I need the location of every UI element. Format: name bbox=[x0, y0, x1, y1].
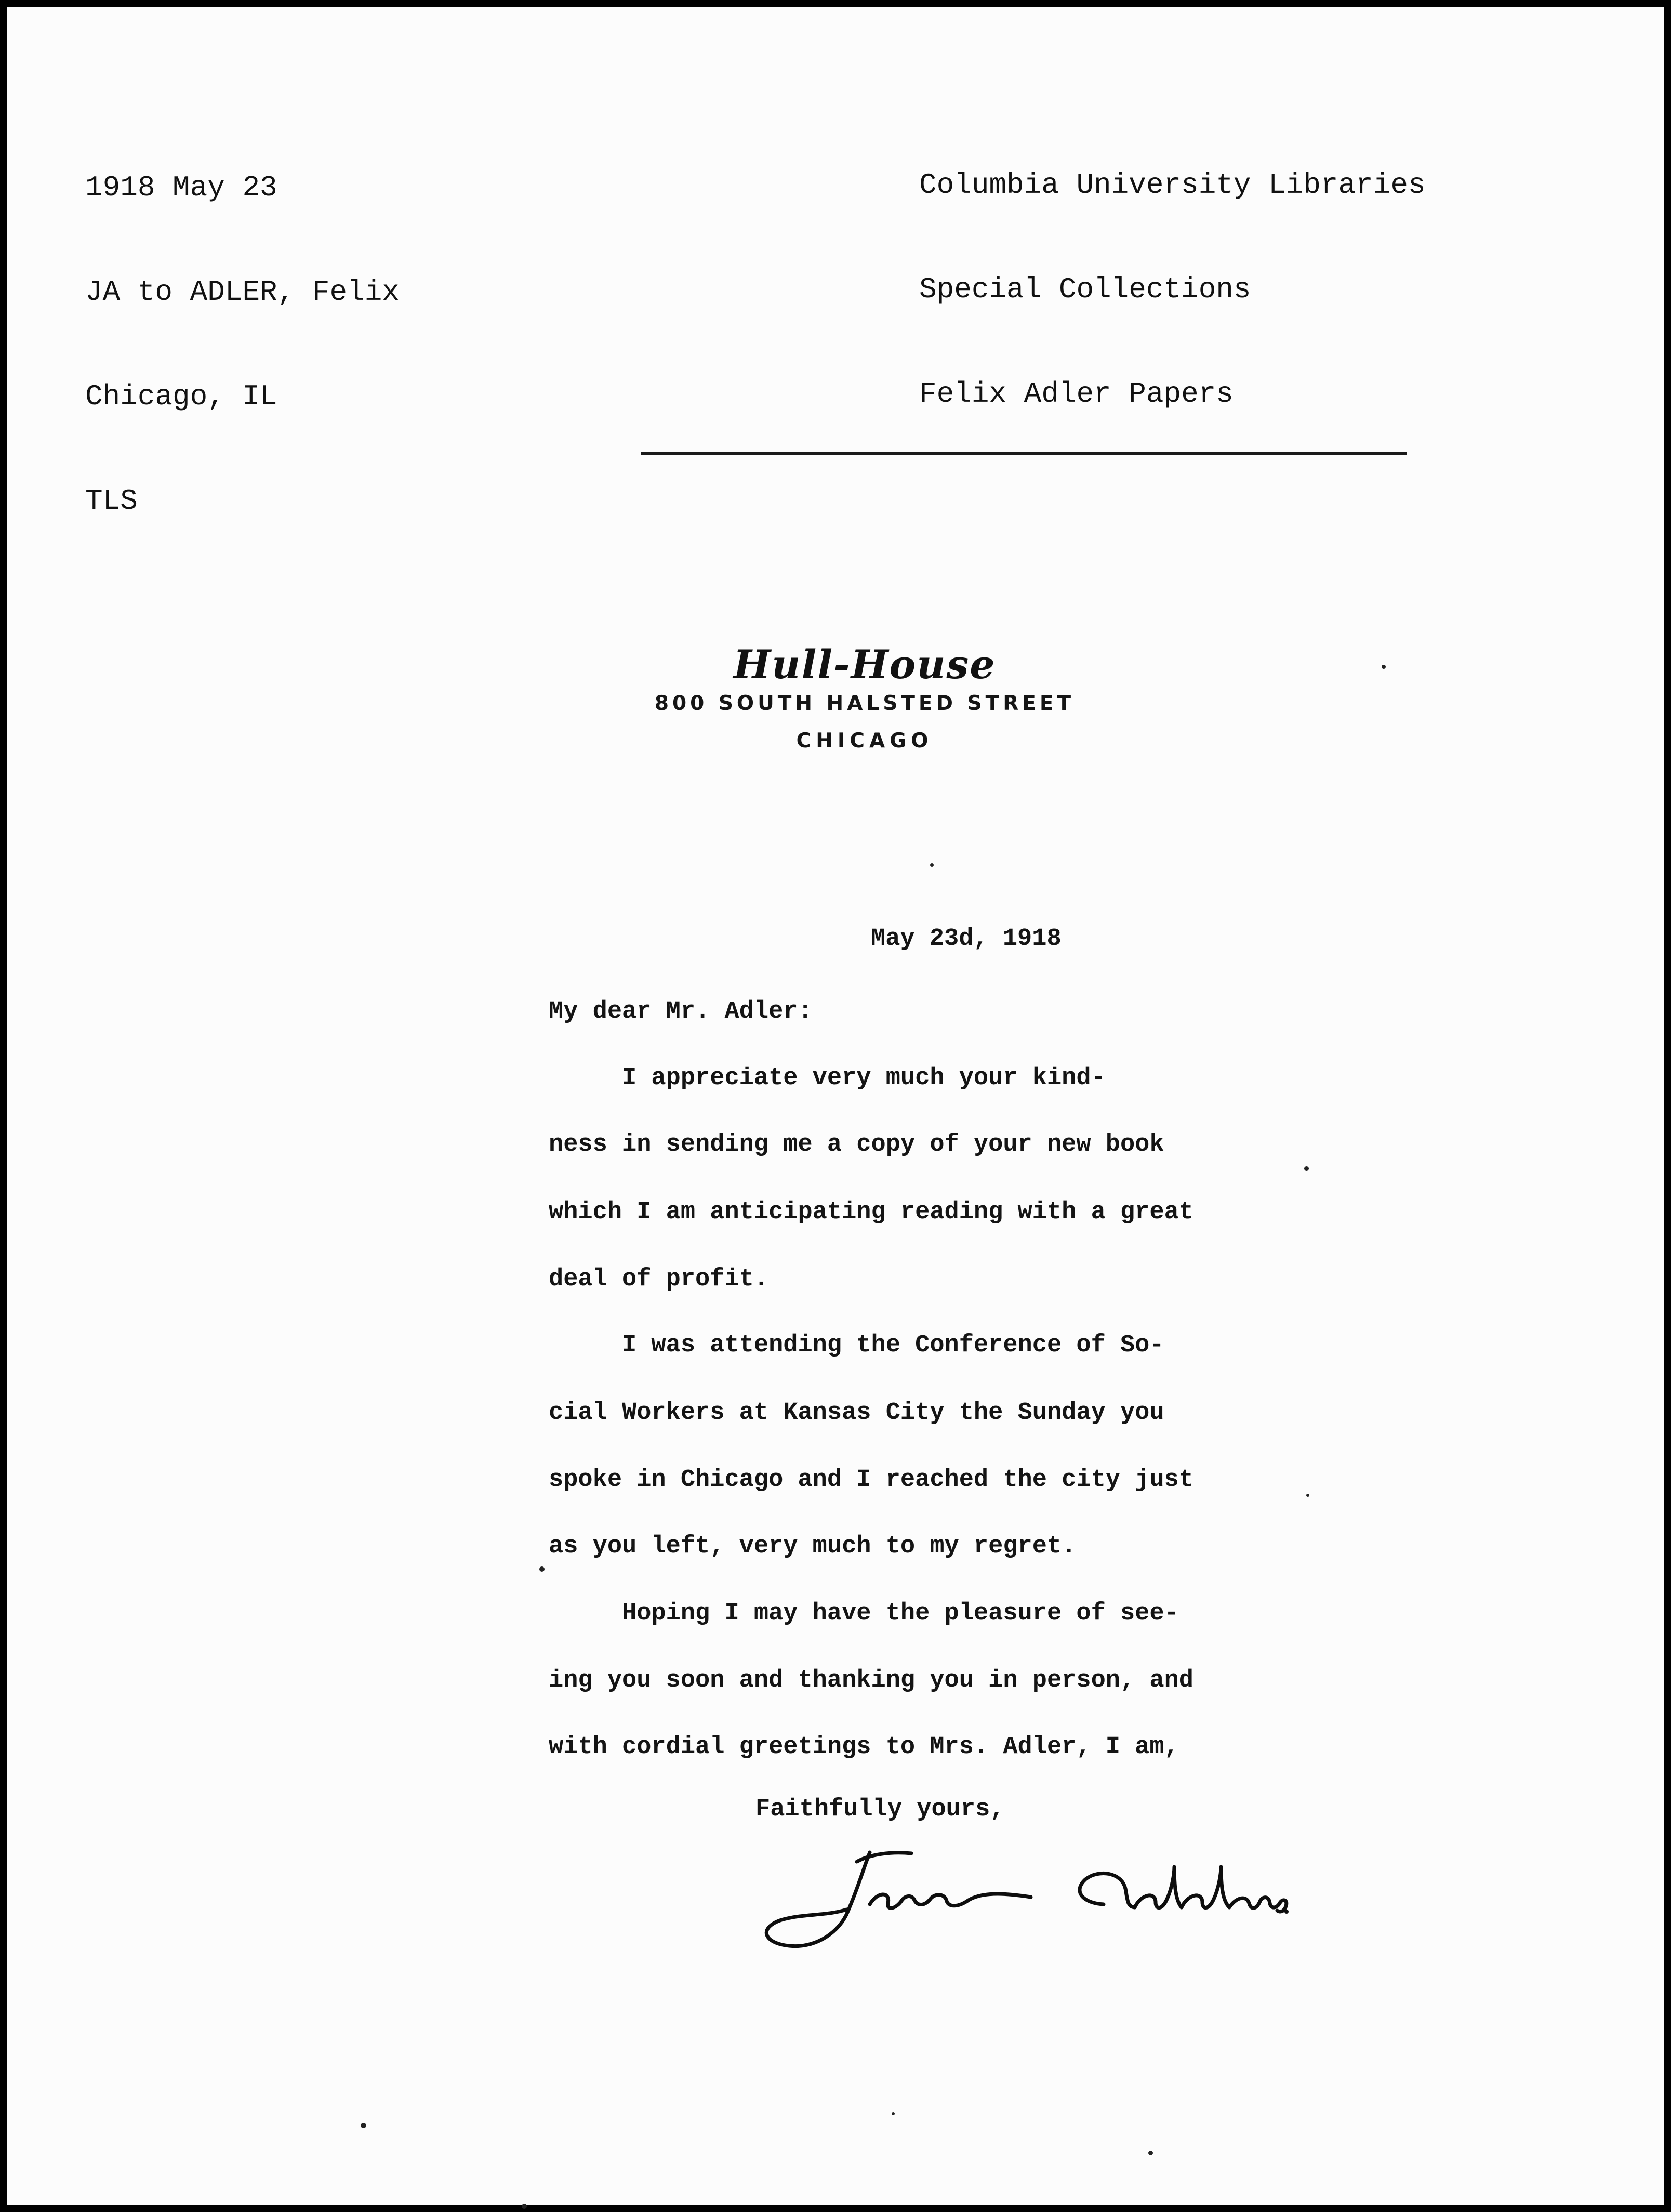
letter-line: as you left, very much to my regret. bbox=[549, 1533, 1077, 1560]
scan-speck bbox=[1148, 2151, 1153, 2155]
letter-line: I was attending the Conference of So- bbox=[549, 1332, 1164, 1359]
letter-date: May 23d, 1918 bbox=[871, 925, 1062, 953]
scan-speck bbox=[930, 863, 934, 867]
letterhead bbox=[605, 641, 1124, 757]
letter-line: which I am anticipating reading with a great bbox=[549, 1199, 1194, 1226]
letter-line: ness in sending me a copy of your new book bbox=[549, 1131, 1164, 1158]
letter-line: Hoping I may have the pleasure of see- bbox=[549, 1600, 1179, 1627]
scan-speck bbox=[522, 2204, 527, 2209]
catalog-record-left bbox=[85, 101, 400, 588]
letter-paper bbox=[7, 7, 1664, 2205]
scan-speck bbox=[1382, 665, 1386, 669]
catalog-place: Chicago, IL bbox=[85, 380, 277, 413]
letter-line: I appreciate very much your kind- bbox=[549, 1064, 1106, 1092]
catalog-division: Special Collections bbox=[919, 273, 1251, 306]
letter-salutation: My dear Mr. Adler: bbox=[549, 998, 813, 1025]
handwritten-signature bbox=[740, 1842, 1291, 1956]
catalog-repository: Columbia University Libraries bbox=[919, 168, 1426, 202]
scan-speck bbox=[361, 2123, 366, 2128]
letter-line: deal of profit. bbox=[549, 1266, 769, 1293]
catalog-collection: Felix Adler Papers bbox=[919, 377, 1234, 411]
catalog-format: TLS bbox=[85, 484, 138, 518]
letter-closing: Faithfully yours, bbox=[755, 1796, 1005, 1823]
catalog-date: 1918 May 23 bbox=[85, 171, 277, 204]
letter-line: with cordial greetings to Mrs. Adler, I am, bbox=[549, 1733, 1179, 1761]
scan-speck bbox=[1306, 1494, 1309, 1497]
catalog-correspondents: JA to ADLER, Felix bbox=[85, 275, 400, 309]
letterhead-name: Hull-House bbox=[733, 641, 996, 688]
scan-speck bbox=[1304, 1166, 1309, 1171]
letter-line: cial Workers at Kansas City the Sunday you bbox=[549, 1399, 1164, 1427]
letterhead-street: 800 SOUTH HALSTED STREET bbox=[654, 692, 1075, 715]
scan-speck bbox=[539, 1566, 545, 1572]
letter-line: spoke in Chicago and I reached the city just bbox=[549, 1466, 1194, 1494]
divider-rule bbox=[641, 452, 1407, 455]
catalog-record-right bbox=[919, 98, 1426, 481]
letter-line: ing you soon and thanking you in person, and bbox=[549, 1667, 1194, 1694]
letterhead-city: CHICAGO bbox=[796, 729, 933, 753]
scan-speck bbox=[892, 2112, 895, 2115]
